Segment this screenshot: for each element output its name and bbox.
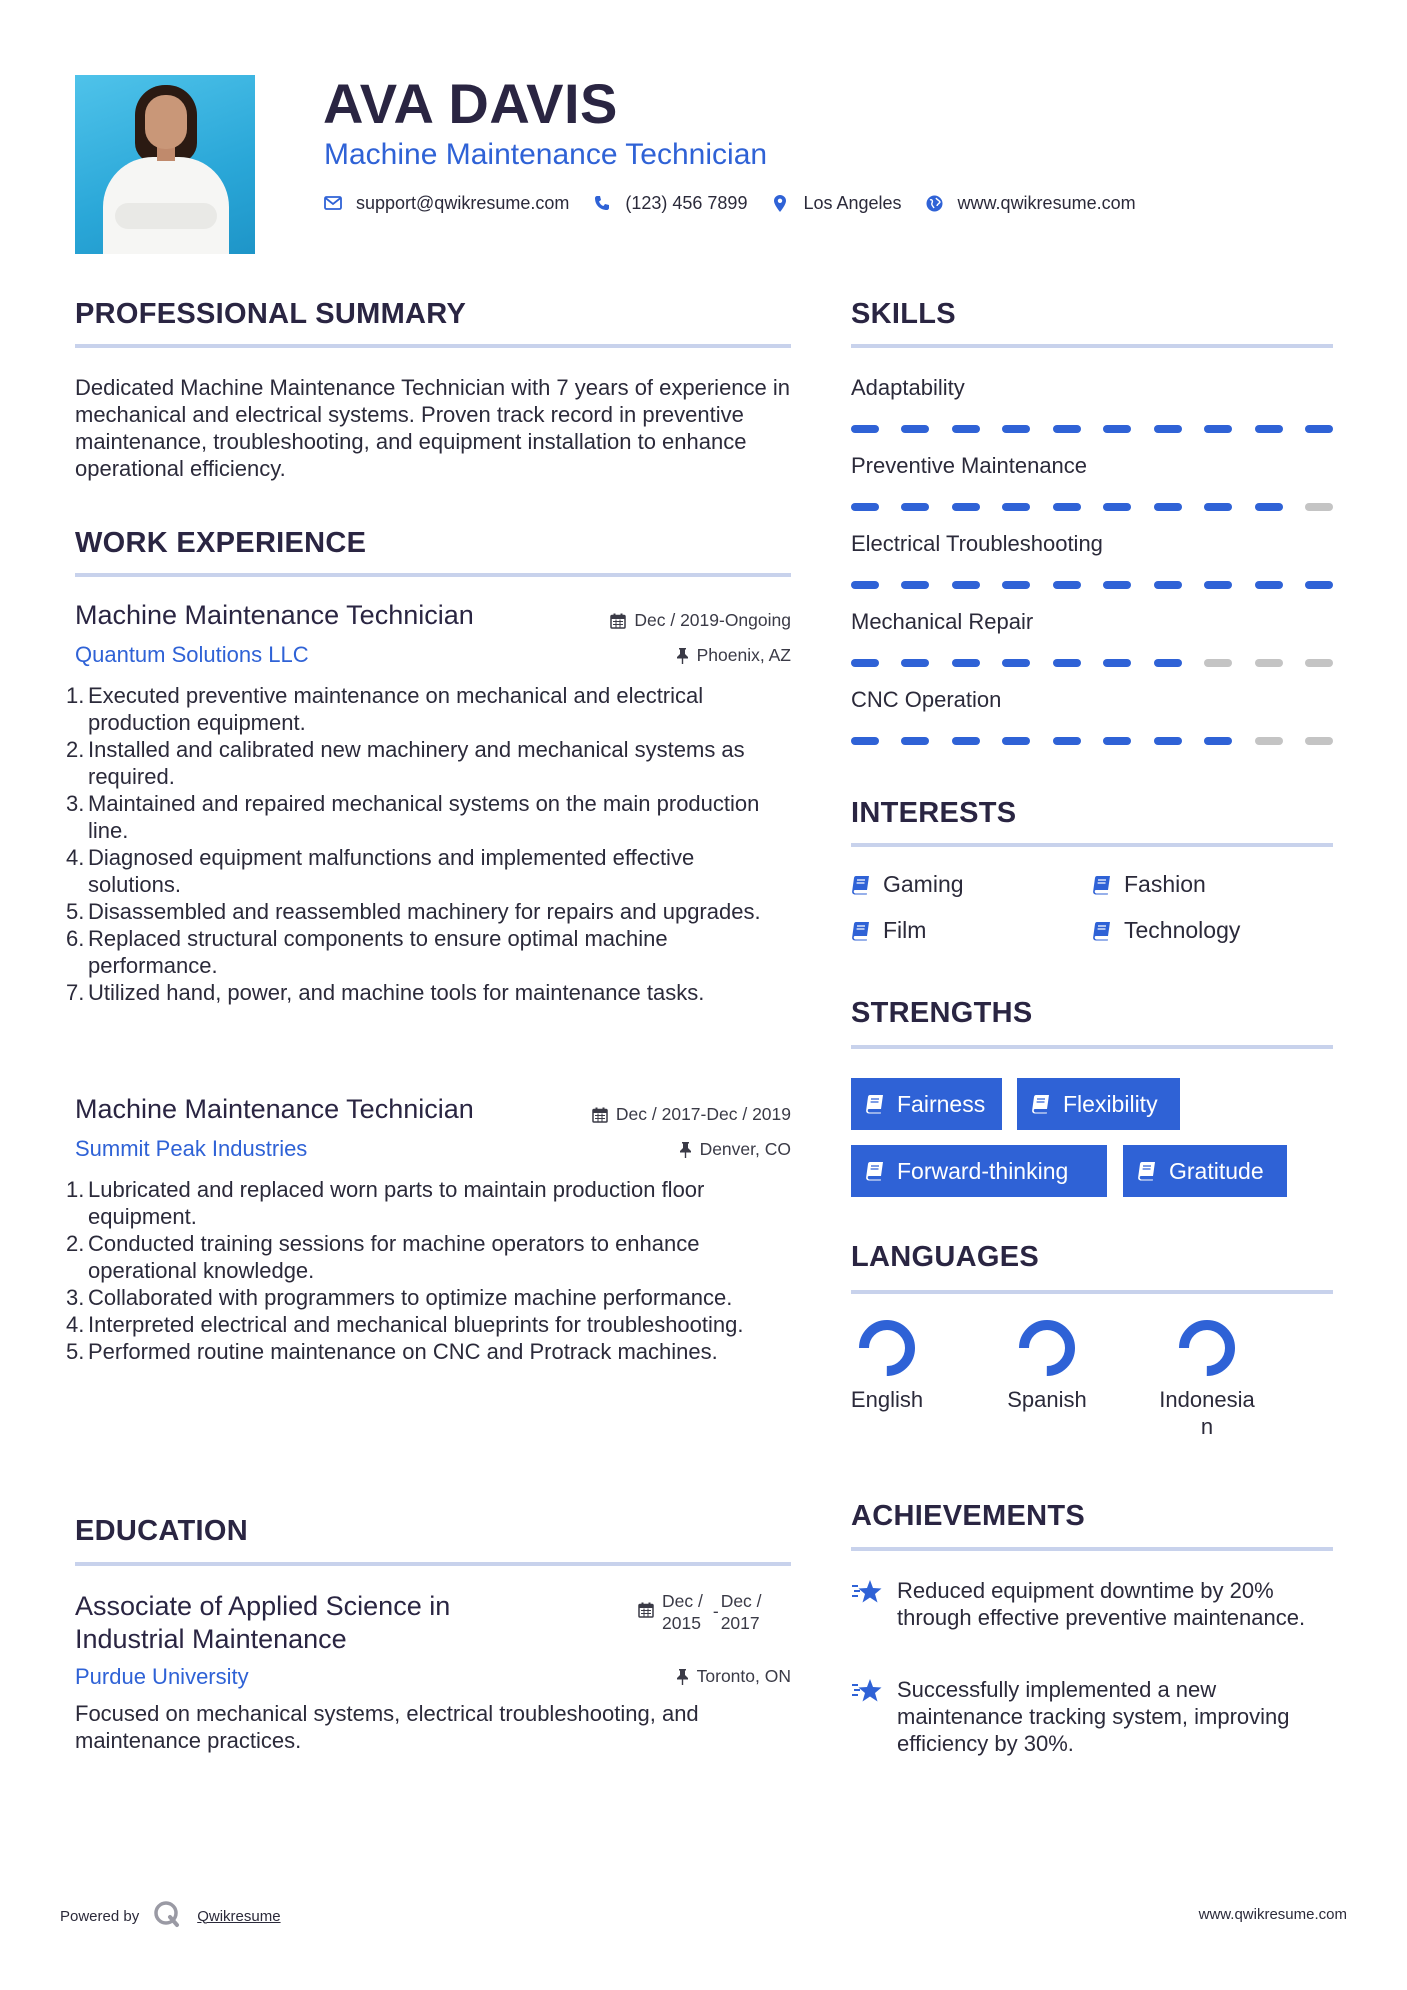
- interest-item: [851, 871, 964, 898]
- list-item: 2. Installed and calibrated new machinery and mechanical systems as required.: [66, 737, 745, 789]
- strengths-divider: [851, 1045, 1333, 1049]
- strength-label: Gratitude: [1169, 1157, 1264, 1184]
- skill-name: Adaptability: [851, 375, 965, 400]
- summary-heading: PROFESSIONAL SUMMARY: [75, 298, 467, 330]
- skill-level-segment: [1002, 737, 1030, 745]
- contact-bar: [322, 192, 1158, 214]
- language-level-arc: [1024, 1325, 1070, 1371]
- skill-level-segment: [1255, 659, 1283, 667]
- pushpin-icon: [676, 1669, 689, 1685]
- work-divider: [75, 573, 791, 577]
- skill-level-segment: [1053, 659, 1081, 667]
- skill-level-segment: [952, 425, 980, 433]
- pushpin-icon: [676, 648, 689, 664]
- list-item: 4. Diagnosed equipment malfunctions and implemented effective solutions.: [66, 845, 695, 897]
- skill-level-segment: [1002, 581, 1030, 589]
- book-icon: [851, 875, 871, 895]
- job-date-text: Dec / 2017-Dec / 2019: [615, 1104, 791, 1124]
- degree-title: [75, 1590, 450, 1656]
- language-level-arc: [1184, 1325, 1230, 1371]
- language-level-arc: [864, 1325, 910, 1371]
- website-link[interactable]: www.qwikresume.com: [957, 192, 1136, 213]
- skill-level-segment: [1053, 503, 1081, 511]
- job-title: Machine Maintenance Technician: [75, 600, 474, 630]
- skill-level-segment: [1204, 503, 1232, 511]
- skill-level-segment: [1103, 503, 1131, 511]
- interest-item: [1092, 917, 1240, 944]
- footer-website[interactable]: www.qwikresume.com: [1198, 1906, 1347, 1923]
- education-description: Focused on mechanical systems, electrical troubleshooting, and maintenance practices.: [75, 1701, 699, 1753]
- skill-level-segment: [1002, 425, 1030, 433]
- skills-heading: SKILLS: [851, 298, 956, 330]
- email-link[interactable]: support@qwikresume.com: [356, 192, 570, 213]
- achievement-item: [851, 1577, 1321, 1631]
- summary-text: Dedicated Machine Maintenance Technician with 7 years of experience in mechanical and electrical systems. Proven track record in preventive maintenance, troubleshooting, and equipment installation to enhance operational efficiency.: [75, 375, 791, 481]
- skill-level-segment: [952, 503, 980, 511]
- book-icon: [1031, 1094, 1051, 1114]
- skill-level-segment: [851, 581, 879, 589]
- skill-level-segment: [851, 503, 879, 511]
- skill-level-bar: [851, 581, 1333, 589]
- book-icon: [1092, 921, 1112, 941]
- achievement-text: Successfully implemented a new maintenance tracking system, improving efficiency by 30%.: [897, 1677, 1290, 1756]
- interest-label: Gaming: [883, 871, 964, 897]
- list-item: 1. Lubricated and replaced worn parts to maintain production floor equipment.: [66, 1177, 705, 1229]
- list-item: 6. Replaced structural components to ensure optimal machine performance.: [66, 926, 668, 978]
- star-badge-icon: [851, 1678, 883, 1704]
- email-icon: [322, 192, 344, 214]
- list-item: 1. Executed preventive maintenance on mechanical and electrical production equipment.: [66, 683, 704, 735]
- education-date: Dec / 2015 - Dec / 2017: [638, 1590, 762, 1634]
- degree-line: Associate of Applied Science in: [75, 1591, 451, 1621]
- skill-level-segment: [1053, 581, 1081, 589]
- list-item: 5. Performed routine maintenance on CNC and Protrack machines.: [66, 1339, 718, 1364]
- interest-item: [1092, 871, 1206, 898]
- list-item: 4. Interpreted electrical and mechanical blueprints for troubleshooting.: [66, 1312, 744, 1337]
- skill-level-segment: [851, 659, 879, 667]
- skill-level-segment: [1053, 425, 1081, 433]
- powered-by-text: Powered by: [60, 1907, 140, 1925]
- skill-level-segment: [1002, 659, 1030, 667]
- interests-divider: [851, 843, 1333, 847]
- job-date: [610, 610, 791, 631]
- strength-label: Flexibility: [1063, 1090, 1158, 1117]
- skill-level-bar: [851, 659, 1333, 667]
- footer-powered-by: [60, 1900, 281, 1932]
- skill-level-segment: [1255, 503, 1283, 511]
- skill-level-segment: [952, 737, 980, 745]
- globe-icon: [924, 192, 946, 214]
- education-divider: [75, 1562, 791, 1566]
- company-name: Quantum Solutions LLC: [75, 642, 309, 667]
- skill-level-bar: [851, 737, 1333, 745]
- book-icon: [865, 1094, 885, 1114]
- skill-level-segment: [1204, 425, 1232, 433]
- degree-line: Industrial Maintenance: [75, 1624, 347, 1654]
- qwikresume-link[interactable]: Qwikresume: [197, 1907, 281, 1925]
- candidate-name: AVA DAVIS: [323, 72, 618, 135]
- skill-level-segment: [1053, 737, 1081, 745]
- education-location-text: Toronto, ON: [696, 1666, 791, 1686]
- calendar-icon: [638, 1602, 654, 1618]
- location-pin-icon: [769, 192, 791, 214]
- language-name-continued: n: [1200, 1414, 1214, 1439]
- achievement-text: Reduced equipment downtime by 20% through effective preventive maintenance.: [897, 1578, 1306, 1630]
- skill-level-segment: [1204, 659, 1232, 667]
- skill-level-segment: [952, 659, 980, 667]
- strength-tag: [851, 1078, 1002, 1130]
- job-title: Machine Maintenance Technician: [75, 1094, 474, 1124]
- strength-label: Fairness: [897, 1090, 986, 1117]
- book-icon: [1137, 1161, 1157, 1181]
- strength-tag: [1123, 1145, 1287, 1197]
- skill-level-segment: [1305, 503, 1333, 511]
- job-location: [679, 1139, 791, 1160]
- skill-level-segment: [952, 581, 980, 589]
- education-heading: EDUCATION: [75, 1515, 248, 1547]
- achievements-divider: [851, 1547, 1333, 1551]
- job-location-text: Denver, CO: [699, 1139, 791, 1159]
- phone-icon: [591, 192, 613, 214]
- languages-divider: [851, 1290, 1333, 1294]
- skill-level-segment: [901, 503, 929, 511]
- book-icon: [851, 921, 871, 941]
- skill-name: Preventive Maintenance: [851, 453, 1088, 478]
- skill-level-segment: [1002, 503, 1030, 511]
- list-item: 3. Maintained and repaired mechanical systems on the main production line.: [66, 791, 760, 843]
- pushpin-icon: [679, 1142, 692, 1158]
- interest-label: Film: [883, 917, 927, 943]
- calendar-icon: [610, 613, 626, 629]
- language-proficiency-ring: [857, 1318, 917, 1378]
- skill-level-segment: [901, 737, 929, 745]
- list-item: 3. Collaborated with programmers to optimize machine performance.: [66, 1285, 733, 1310]
- list-item: 7. Utilized hand, power, and machine tools for maintenance tasks.: [66, 980, 705, 1005]
- strengths-heading: STRENGTHS: [851, 997, 1033, 1029]
- skill-level-segment: [901, 659, 929, 667]
- skill-level-segment: [851, 425, 879, 433]
- job-duties-list: [68, 682, 792, 1006]
- book-icon: [865, 1161, 885, 1181]
- skill-level-bar: [851, 425, 1333, 433]
- calendar-icon: [592, 1107, 608, 1123]
- skill-level-segment: [901, 425, 929, 433]
- location-text: Los Angeles: [803, 192, 902, 213]
- skill-level-segment: [851, 737, 879, 745]
- strength-tag: [851, 1145, 1107, 1197]
- skill-level-segment: [1154, 659, 1182, 667]
- skill-level-segment: [1103, 737, 1131, 745]
- languages-heading: LANGUAGES: [851, 1241, 1039, 1273]
- language-proficiency-ring: [1177, 1318, 1237, 1378]
- skill-level-segment: [1154, 737, 1182, 745]
- list-item: 2. Conducted training sessions for machine operators to enhance operational knowledge.: [66, 1231, 700, 1283]
- achievements-heading: ACHIEVEMENTS: [851, 1500, 1086, 1532]
- achievement-item: [851, 1676, 1321, 1757]
- job-date-text: Dec / 2019-Ongoing: [634, 610, 791, 630]
- phone-number: (123) 456 7899: [625, 192, 748, 213]
- qwikresume-logo-icon: [153, 1900, 181, 1932]
- skill-level-segment: [1154, 503, 1182, 511]
- skill-name: Electrical Troubleshooting: [851, 531, 1103, 556]
- skill-level-segment: [1204, 737, 1232, 745]
- work-heading: WORK EXPERIENCE: [75, 527, 367, 559]
- skill-level-segment: [1305, 737, 1333, 745]
- skill-level-segment: [1255, 737, 1283, 745]
- language-name: English: [850, 1387, 924, 1412]
- skill-level-segment: [1103, 425, 1131, 433]
- company-name: Summit Peak Industries: [75, 1136, 308, 1161]
- language-item: [827, 1318, 947, 1413]
- skill-name: Mechanical Repair: [851, 609, 1034, 634]
- school-name: Purdue University: [75, 1664, 249, 1689]
- language-name: Indonesia: [1159, 1387, 1255, 1412]
- skill-level-segment: [1255, 581, 1283, 589]
- language-item: [987, 1318, 1107, 1413]
- skill-level-segment: [1154, 581, 1182, 589]
- summary-divider: [75, 344, 791, 348]
- skill-name: CNC Operation: [851, 687, 1002, 712]
- skill-level-segment: [1204, 581, 1232, 589]
- candidate-role: Machine Maintenance Technician: [324, 138, 768, 171]
- language-name: Spanish: [1007, 1387, 1087, 1412]
- profile-photo: [75, 75, 255, 254]
- skill-level-segment: [1255, 425, 1283, 433]
- skill-level-segment: [1305, 659, 1333, 667]
- strength-tag: [1017, 1078, 1180, 1130]
- strength-label: Forward-thinking: [897, 1157, 1069, 1184]
- interest-item: [851, 917, 926, 944]
- book-icon: [1092, 875, 1112, 895]
- job-location: [676, 645, 791, 666]
- skill-level-segment: [1103, 581, 1131, 589]
- skill-level-segment: [1103, 659, 1131, 667]
- language-item: [1147, 1318, 1267, 1440]
- interest-label: Technology: [1124, 917, 1241, 943]
- skill-level-segment: [901, 581, 929, 589]
- job-location-text: Phoenix, AZ: [696, 645, 791, 665]
- skill-level-bar: [851, 503, 1333, 511]
- list-item: 5. Disassembled and reassembled machinery for repairs and upgrades.: [66, 899, 761, 924]
- star-badge-icon: [851, 1579, 883, 1605]
- education-location: [676, 1666, 791, 1687]
- skill-level-segment: [1305, 581, 1333, 589]
- interests-heading: INTERESTS: [851, 797, 1017, 829]
- skill-level-segment: [1305, 425, 1333, 433]
- interest-label: Fashion: [1124, 871, 1206, 897]
- skill-level-segment: [1154, 425, 1182, 433]
- skills-divider: [851, 344, 1333, 348]
- job-duties-list: [68, 1176, 792, 1365]
- job-date: [592, 1104, 791, 1125]
- language-proficiency-ring: [1017, 1318, 1077, 1378]
